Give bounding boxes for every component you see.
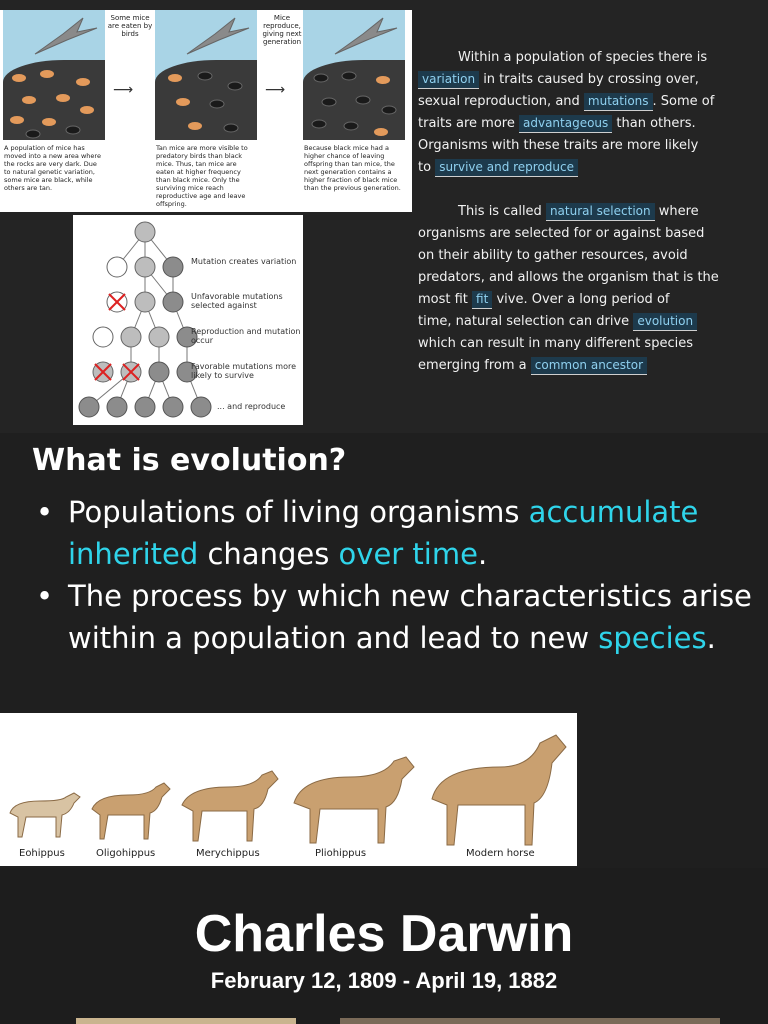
ws-text: than others. <box>612 116 696 131</box>
darwin-dates: February 12, 1809 - April 19, 1882 <box>210 968 558 993</box>
ws-text: organisms are selected for or against based <box>418 226 705 241</box>
natural-selection-slide <box>0 0 768 433</box>
bullet-dot-icon: • <box>36 579 54 613</box>
slide-title: What is evolution? <box>32 443 347 478</box>
ws-text: sexual reproduction, and <box>418 94 580 109</box>
horse-label-pliohippus: Pliohippus <box>315 848 367 859</box>
mice-frame-1 <box>3 10 105 140</box>
worksheet-paragraph-1 <box>418 47 763 179</box>
tree-label-5: ... and reproduce <box>217 402 286 411</box>
bird-icon <box>333 16 399 56</box>
ws-text: Organisms with these traits are more likely <box>418 138 699 153</box>
blank-common-ancestor: common ancestor <box>531 357 647 375</box>
charles-darwin-slide <box>0 868 768 1024</box>
caption-3: Because black mice had a higher chance of leaving offspring than tan mice, the next generation contains a higher fraction of black mice than the previous generation. <box>304 144 401 192</box>
ws-text: vive. Over a long period of <box>492 292 670 307</box>
mutation-tree-figure <box>73 215 303 425</box>
blank-natural-selection: natural selection <box>546 203 655 221</box>
mice-frame-2 <box>155 10 257 140</box>
ws-text: This is called <box>458 204 542 219</box>
bullet-list <box>32 491 752 659</box>
ws-text: traits are more <box>418 116 515 131</box>
blank-survive-reproduce: survive and reproduce <box>435 159 578 177</box>
mice-group-icon <box>3 60 105 140</box>
mice-frame-3 <box>303 10 405 140</box>
caption-top-2: Mice reproduce, giving next generation <box>262 14 302 46</box>
horse-label-eohippus: Eohippus <box>19 848 65 859</box>
bullet-2 <box>32 575 752 659</box>
bullet-text: . <box>477 537 488 571</box>
tree-label-3: Reproduction and mutation occur <box>191 327 301 345</box>
mice-group-icon <box>155 60 257 140</box>
highlight-text: over time <box>338 537 478 571</box>
photo-edge-right <box>340 1018 720 1024</box>
mice-group-icon <box>303 60 405 140</box>
mutation-tree-diagram <box>73 215 303 425</box>
highlight-text: species <box>598 621 707 655</box>
tree-label-2: Unfavorable mutations selected against <box>191 292 283 310</box>
mice-selection-figure <box>0 10 412 212</box>
bullet-dot-icon: • <box>36 495 54 529</box>
horse-evolution-illustration <box>0 713 577 866</box>
ws-text: predators, and allows the organism that is the <box>418 270 719 285</box>
ws-text: which can result in many different species <box>418 336 693 351</box>
blank-mutations: mutations <box>584 93 653 111</box>
bullet-text: The process by which new characteristics arise within a population and lead to new <box>68 579 752 655</box>
arrow-2-icon: ⟶ <box>265 82 286 98</box>
what-is-evolution-slide <box>0 433 768 868</box>
slide-title: Charles Darwin <box>194 905 574 963</box>
ws-text: to <box>418 160 432 175</box>
bullet-text: Populations of living organisms <box>68 495 529 529</box>
tree-label-1: Mutation creates variation <box>191 257 297 266</box>
blank-evolution: evolution <box>633 313 697 331</box>
caption-1: A population of mice has moved into a new area where the rocks are very dark. Due to natural genetic variation, some mice are black, while others are tan. <box>4 144 101 192</box>
horse-label-modern: Modern horse <box>466 848 535 859</box>
ws-text: on their ability to gather resources, avoid <box>418 248 688 263</box>
bird-icon <box>33 16 99 56</box>
blank-variation: variation <box>418 71 479 89</box>
ws-text: time, natural selection can drive <box>418 314 630 329</box>
caption-2: Tan mice are more visible to predatory birds than black mice. Thus, tan mice are eaten at higher frequency than black mice. Only the surviving mice reach reproductive age and leave offspring. <box>156 144 248 208</box>
arrow-1-icon: ⟶ <box>113 82 134 98</box>
photo-edge-left <box>76 1018 296 1024</box>
ws-text: Within a population of species there is <box>458 50 708 65</box>
caption-top-1: Some mice are eaten by birds <box>107 14 153 38</box>
bullet-text: changes <box>198 537 339 571</box>
horse-label-oligohippus: Oligohippus <box>96 848 156 859</box>
ws-text: . Some of <box>652 94 715 109</box>
tree-label-4: Favorable mutations more likely to survive <box>191 362 297 380</box>
ws-text: emerging from a <box>418 358 527 373</box>
ws-text: in traits caused by crossing over, <box>479 72 699 87</box>
bird-icon <box>185 16 251 56</box>
worksheet-paragraph-2 <box>418 201 763 377</box>
bullet-text: . <box>706 621 716 655</box>
horse-evolution-figure <box>0 713 577 866</box>
blank-fit: fit <box>472 291 492 309</box>
ws-text: most fit <box>418 292 468 307</box>
bullet-1 <box>32 491 752 575</box>
horse-label-merychippus: Merychippus <box>196 848 260 859</box>
blank-advantageous: advantageous <box>519 115 612 133</box>
ws-text: where <box>654 204 699 219</box>
highlight-text: accumulate inherited <box>68 495 699 571</box>
